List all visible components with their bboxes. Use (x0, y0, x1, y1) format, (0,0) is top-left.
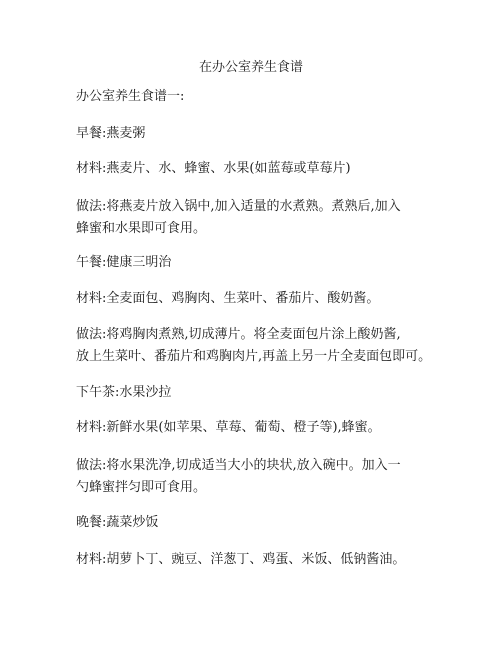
text-line: 晚餐:蔬菜炒饭 (76, 515, 159, 530)
text-line: 材料:胡萝卜丁、豌豆、洋葱丁、鸡蛋、米饭、低钠酱油。 (76, 552, 406, 567)
page-title: 在办公室养生食谱 (198, 60, 303, 75)
tea-ingredients (76, 417, 436, 439)
dinner-ingredients (76, 549, 436, 571)
text-line: 做法:将水果洗净,切成适当大小的块状,放入碗中。加入一 (76, 458, 401, 473)
breakfast-method (76, 196, 436, 240)
text-line: 材料:燕麦片、水、蜂蜜、水果(如蓝莓或草莓片) (76, 161, 351, 176)
intro-paragraph (76, 86, 436, 108)
text-line: 办公室养生食谱一: (76, 89, 185, 104)
text-line: 做法:将鸡胸肉煮熟,切成薄片。将全麦面包片涂上酸奶酱, (76, 327, 401, 342)
lunch-ingredients (76, 288, 436, 310)
text-line: 材料:新鲜水果(如苹果、草莓、葡萄、橙子等),蜂蜜。 (76, 420, 381, 435)
text-line: 蜂蜜和水果即可食用。 (76, 221, 207, 236)
breakfast-heading (76, 123, 436, 145)
tea-heading (76, 382, 436, 404)
text-line: 做法:将燕麦片放入锅中,加入适量的水煮熟。煮熟后,加入 (76, 199, 401, 214)
text-line: 下午茶:水果沙拉 (76, 385, 172, 400)
tea-method (76, 455, 436, 499)
text-line: 材料:全麦面包、鸡胸肉、生菜叶、番茄片、酸奶酱。 (76, 291, 380, 306)
text-line: 早餐:燕麦粥 (76, 126, 146, 141)
lunch-method (76, 324, 436, 368)
text-line: 午餐:健康三明治 (76, 255, 172, 270)
text-line: 放上生菜叶、番茄片和鸡胸肉片,再盖上另一片全麦面包即可。 (76, 349, 432, 364)
text-line: 勺蜂蜜拌匀即可食用。 (76, 480, 207, 495)
breakfast-ingredients (76, 158, 436, 180)
dinner-heading (76, 512, 436, 534)
lunch-heading (76, 252, 436, 274)
